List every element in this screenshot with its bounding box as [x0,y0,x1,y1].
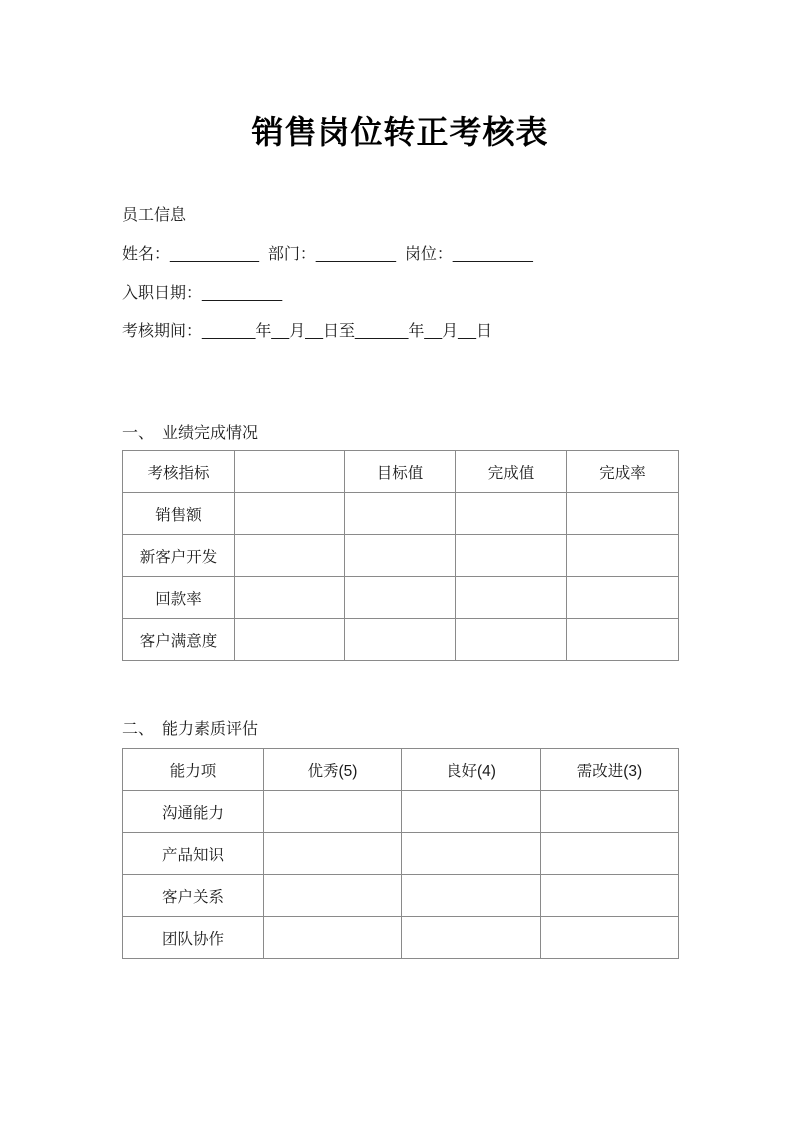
performance-table [122,450,679,661]
column-header-competency-item: 能力项 [123,749,264,791]
column-header-blank [235,451,345,493]
column-header-indicator: 考核指标 [123,451,235,493]
input-cell[interactable] [345,619,456,661]
section-heading-competency: 二、 能力素质评估 [122,721,259,738]
rating-cell[interactable] [264,833,402,875]
rating-cell[interactable] [264,875,402,917]
row-label-new-customer-development: 新客户开发 [123,535,235,577]
row-label-customer-relationship: 客户关系 [123,875,264,917]
rating-cell[interactable] [264,917,402,959]
input-cell[interactable] [345,577,456,619]
employee-info-line-name-dept-position[interactable]: 姓名：__________ 部门：_________ 岗位：_________ [122,246,533,264]
table-row [123,833,679,875]
table-header-row [123,749,679,791]
input-cell[interactable] [345,493,456,535]
column-header-actual: 完成值 [456,451,567,493]
row-label-communication-skill: 沟通能力 [123,791,264,833]
column-header-excellent: 优秀(5) [264,749,402,791]
table-row [123,577,679,619]
input-cell[interactable] [567,577,679,619]
input-cell[interactable] [567,535,679,577]
section-heading-performance: 一、 业绩完成情况 [122,425,259,442]
column-header-target: 目标值 [345,451,456,493]
rating-cell[interactable] [541,791,679,833]
table-header-row [123,451,679,493]
input-cell[interactable] [456,577,567,619]
input-cell[interactable] [235,535,345,577]
table-row [123,493,679,535]
column-header-needs-improvement: 需改进(3) [541,749,679,791]
input-cell[interactable] [567,493,679,535]
row-label-collection-rate: 回款率 [123,577,235,619]
row-label-teamwork: 团队协作 [123,917,264,959]
column-header-rate: 完成率 [567,451,679,493]
table-row [123,535,679,577]
input-cell[interactable] [235,619,345,661]
rating-cell[interactable] [402,917,541,959]
rating-cell[interactable] [402,875,541,917]
input-cell[interactable] [345,535,456,577]
employee-info-heading: 员工信息 [122,207,187,224]
rating-cell[interactable] [541,833,679,875]
table-row [123,619,679,661]
input-cell[interactable] [235,493,345,535]
rating-cell[interactable] [264,791,402,833]
table-row [123,917,679,959]
page-title: 销售岗位转正考核表 [251,114,549,150]
rating-cell[interactable] [402,833,541,875]
input-cell[interactable] [456,493,567,535]
row-label-product-knowledge: 产品知识 [123,833,264,875]
row-label-customer-satisfaction: 客户满意度 [123,619,235,661]
input-cell[interactable] [235,577,345,619]
employee-info-block [122,205,682,343]
rating-cell[interactable] [402,791,541,833]
rating-cell[interactable] [541,875,679,917]
row-label-sales-amount: 销售额 [123,493,235,535]
rating-cell[interactable] [541,917,679,959]
input-cell[interactable] [567,619,679,661]
table-row [123,791,679,833]
column-header-good: 良好(4) [402,749,541,791]
table-row [123,875,679,917]
input-cell[interactable] [456,535,567,577]
employee-info-line-hire-date[interactable]: 入职日期：_________ [122,284,283,302]
input-cell[interactable] [456,619,567,661]
competency-table [122,748,679,959]
employee-info-line-assessment-period[interactable]: 考核期间：______年__月__日至______年__月__日 [122,322,492,340]
